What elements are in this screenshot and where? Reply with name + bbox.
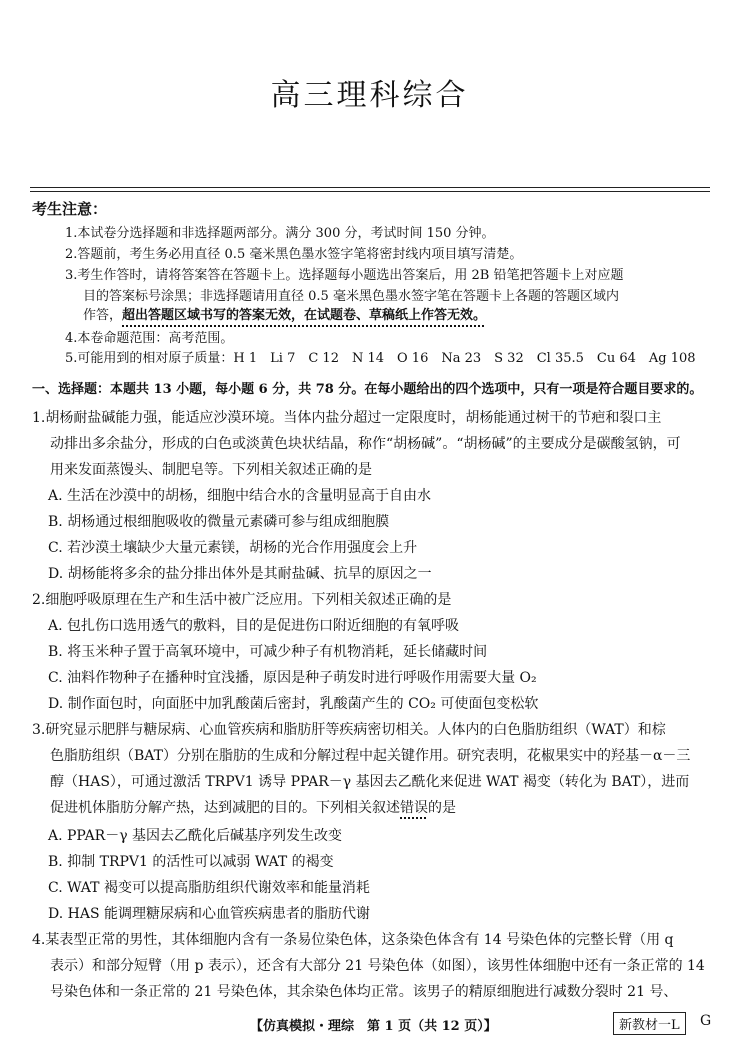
notice-item-3: 3.考生作答时，请将答案答在答题卡上。选择题每小题选出答案后，用 2B 铅笔把答题卡上对应题 [65,268,624,283]
notice-item-4: 4.本卷命题范围：高考范围。 [65,331,234,346]
header-rule-bottom [30,191,710,192]
q1-option-b: B. 胡杨通过根细胞吸收的微量元素磷可参与组成细胞膜 [48,514,390,530]
q4-stem-line-3: 号染色体和一条正常的 21 号染色体，其余染色体均正常。该男子的精原细胞进行减数分裂时 21 号、 [50,984,678,1000]
q3-option-a: A. PPAR－γ 基因去乙酰化后碱基序列发生改变 [48,828,343,844]
q1-stem-line-3: 用来发面蒸馒头、制肥皂等。下列相关叙述正确的是 [50,462,372,478]
q3-stem-line-4 [50,797,456,817]
q3-option-c: C. WAT 褐变可以提高脂肪组织代谢效率和能量消耗 [48,880,370,896]
q3-stem-line-1: 3.研究显示肥胖与糖尿病、心血管疾病和脂肪肝等疾病密切相关。人体内的白色脂肪组织（WAT）和棕 [32,722,666,738]
q2-option-b: B. 将玉米种子置于高氧环境中，可减少种子有机物消耗，延长储藏时间 [48,644,488,660]
edition-badge-label: 新教材一L [619,1018,680,1033]
q3-stem-end: 的是 [428,800,456,816]
q1-stem-line-1: 1.胡杨耐盐碱能力强，能适应沙漠环境。当体内盐分超过一定限度时，胡杨能通过树干的节疤和裂口主 [32,410,662,426]
notice-item-2: 2.答题前，考生务必用直径 0.5 毫米黑色墨水签字笔将密封线内项目填写清楚。 [65,247,523,262]
q1-option-c: C. 若沙漠土壤缺少大量元素镁，胡杨的光合作用强度会上升 [48,540,418,556]
edition-mark: G [700,1013,712,1029]
q3-option-d: D. HAS 能调理糖尿病和心血管疾病患者的脂肪代谢 [48,906,370,922]
notice-item-3-prefix: 作答， [83,308,123,323]
q2-option-a: A. 包扎伤口选用透气的敷料，目的是促进伤口附近细胞的有氧呼吸 [48,618,460,634]
q3-stem-line-3: 醇（HAS），可通过激活 TRPV1 诱导 PPAR－γ 基因去乙酰化来促进 WAT 褐变（转化为 BAT），进而 [50,774,690,790]
q3-emphasis: 错误 [400,800,428,816]
page-footer: 【仿真模拟・理综 第 1 页（共 12 页）】 [250,1019,497,1034]
q4-stem-line-1: 4.某表型正常的男性，其体细胞内含有一条易位染色体，这条染色体含有 14 号染色体的完整长臂（用 q [32,932,674,948]
q3-stem-line-2: 色脂肪组织（BAT）分别在脂肪的生成和分解过程中起关键作用。研究表明，花椒果实中的羟基－α－三 [50,748,691,764]
header-rule-top [30,187,710,188]
notice-warning: 超出答题区域书写的答案无效，在试题卷、草稿纸上作答无效。 [122,308,487,323]
q1-stem-line-2: 动排出多余盐分，形成的白色或淡黄色块状结晶，称作“胡杨碱”。“胡杨碱”的主要成分是碳酸氢钠，可 [50,436,681,452]
notice-heading: 考生注意： [32,200,108,218]
notice-item-5: 5.可能用到的相对原子质量：H 1 Li 7 C 12 N 14 O 16 Na 23 S 32 Cl 35.5 Cu 64 Ag 108 [65,351,696,366]
section-heading: 一、选择题：本题共 13 小题，每小题 6 分，共 78 分。在每小题给出的四个选项中，只有一项是符合题目要求的。 [32,382,703,397]
q3-option-b: B. 抑制 TRPV1 的活性可以减弱 WAT 的褐变 [48,854,334,870]
q4-stem-line-2: 表示）和部分短臂（用 p 表示），还含有大部分 21 号染色体（如图），该男性体细胞中还有一条正常的 14 [50,958,705,974]
q1-option-a: A. 生活在沙漠中的胡杨，细胞中结合水的含量明显高于自由水 [48,488,432,504]
q2-stem: 2.细胞呼吸原理在生产和生活中被广泛应用。下列相关叙述正确的是 [32,592,452,608]
notice-item-3-cont: 目的答案标号涂黑；非选择题请用直径 0.5 毫米黑色墨水签字笔在答题卡上各题的答题区域内 [83,289,619,304]
q3-stem-text: 促进机体脂肪分解产热，达到减肥的目的。下列相关叙述 [50,800,400,816]
edition-badge [613,1012,686,1035]
q2-option-c: C. 油料作物种子在播种时宜浅播，原因是种子萌发时进行呼吸作用需要大量 O₂ [48,670,537,686]
page-title: 高三理科综合 [270,78,469,113]
q1-option-d: D. 胡杨能将多余的盐分排出体外是其耐盐碱、抗旱的原因之一 [48,566,432,582]
notice-item-1: 1.本试卷分选择题和非选择题两部分。满分 300 分，考试时间 150 分钟。 [65,226,495,241]
notice-item-3-end [83,304,486,323]
q2-option-d: D. 制作面包时，向面胚中加乳酸菌后密封，乳酸菌产生的 CO₂ 可使面包变松软 [48,696,539,712]
